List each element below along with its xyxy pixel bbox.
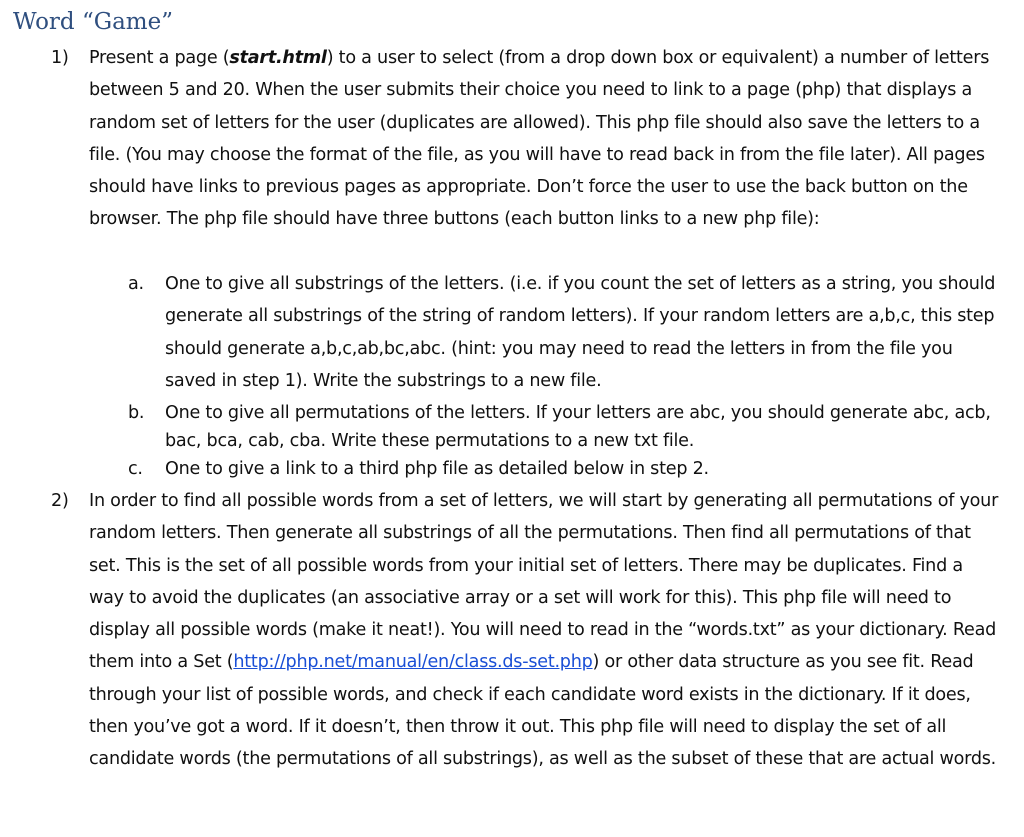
sub-item-b: [128, 399, 1001, 455]
list-marker-2: 2): [51, 491, 69, 511]
start-html-filename: start.html: [229, 48, 327, 68]
sub-item-c-text: One to give a link to a third php file as detailed below in step 2.: [165, 459, 709, 479]
sub-item-a-text: One to give all substrings of the letters. (i.e. if you count the set of letters as a string, you should generate all substrings of the string of random letters). If your random letters are a,b,c, this step should generate a,b,c,ab,bc,abc. (hint: you may need to read the letters in from the file you saved in step 1). Write the substrings to a new file.: [165, 274, 996, 391]
sub-item-c: [128, 455, 1001, 483]
item-1-text-after: ) to a user to select (from a drop down box or equivalent) a number of letters between 5 and 20. When the user submits their choice you need to link to a page (php) that displays a random set of letters for the user (duplicates are allowed). This php file should also save the letters to a file. (You may choose the format of the file, as you will have to read back in from the file later). All pages should have links to previous pages as appropriate. Don’t force the user to use the back button on the browser. The php file should have three buttons (each button links to a new php file):: [89, 48, 990, 230]
item-2-text-after: ) or other data structure as you see fit. Read through your list of possible words, and check if each candidate word exists in the dictionary. If it does, then you’ve got a word. If it doesn’t, then throw it out. This php file will need to display the set of all candidate words (the permutations of all substrings), as well as the subset of these that are actual words.: [89, 652, 996, 770]
sub-item-a: [128, 268, 1001, 397]
sub-marker-c: c.: [128, 459, 143, 479]
sub-marker-a: a.: [128, 274, 144, 294]
list-item-2: [51, 485, 1001, 776]
item-1-text-before: Present a page (: [89, 48, 230, 68]
list-marker-1: 1): [51, 48, 69, 68]
document-title: Word “Game”: [13, 9, 173, 35]
sub-item-b-text: One to give all permutations of the letters. If your letters are abc, you should generate abc, acb, bac, bca, cab, cba. Write these permutations to a new txt file.: [165, 403, 991, 451]
ds-set-doc-link[interactable]: http://php.net/manual/en/class.ds-set.php: [233, 652, 593, 673]
list-item-1: [51, 42, 1001, 236]
item-2-text-before: In order to find all possible words from a set of letters, we will start by generating all permutations of your random letters. Then generate all substrings of all the permutations. Then find all permutations of that set. This is the set of all possible words from your initial set of letters. There may be duplicates. Find a way to avoid the duplicates (an associative array or a set will work for this). This php file will need to display all possible words (make it neat!). You will need to read in the “words.txt” as your dictionary. Read them into a Set (: [89, 491, 999, 673]
sub-marker-b: b.: [128, 403, 145, 423]
